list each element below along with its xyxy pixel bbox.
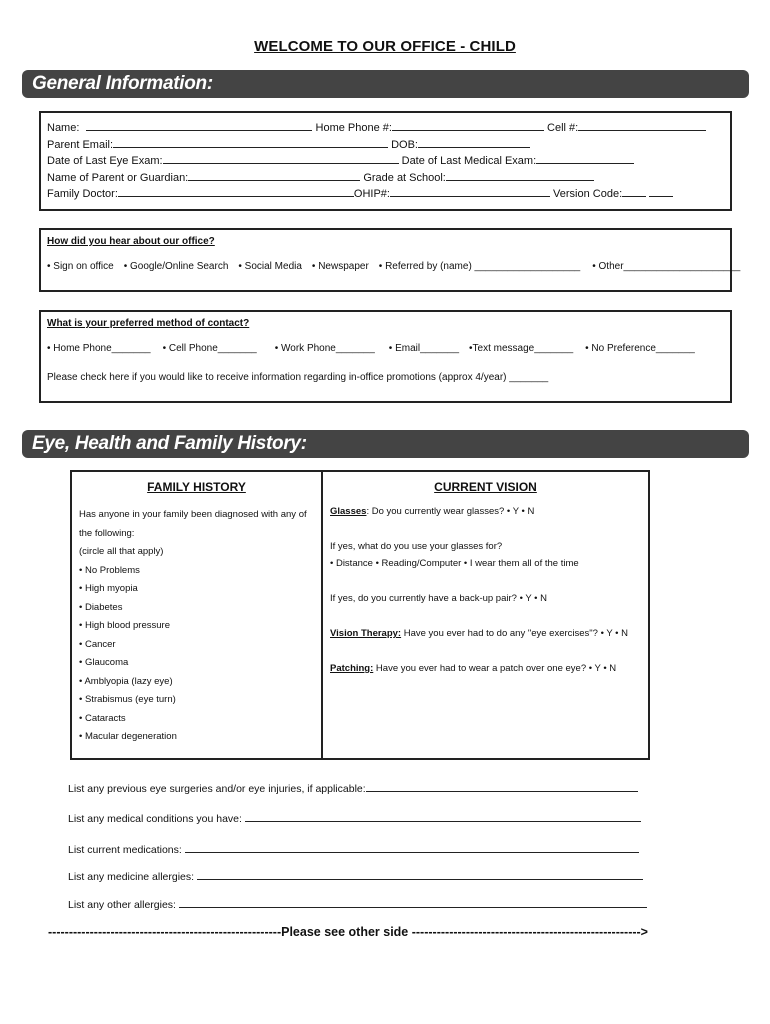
parent-guardian-label: Name of Parent or Guardian:	[47, 171, 189, 184]
condition-item[interactable]: • Cancer	[79, 638, 116, 650]
family-conditions	[79, 562, 314, 747]
backup-pair-question[interactable]: If yes, do you currently have a back-up pair? • Y • N	[330, 593, 547, 604]
glasses-question	[330, 506, 641, 517]
version-code-label: Version Code:	[553, 188, 623, 200]
contact-options	[47, 343, 724, 354]
contact-question: What is your preferred method of contact?	[47, 318, 250, 329]
condition-item[interactable]: • Glaucoma	[79, 657, 129, 668]
condition-item[interactable]: • High myopia	[79, 583, 138, 594]
surgeries-label: List any previous eye surgeries and/or eye injuries, if applicable:	[68, 783, 366, 795]
hear-option-google[interactable]: • Google/Online Search	[123, 261, 229, 272]
surgeries-question	[68, 781, 638, 795]
medicine-allergies-field[interactable]	[197, 869, 643, 880]
contact-option-none[interactable]: • No Preference_______	[585, 343, 695, 354]
dob-label: DOB:	[391, 138, 418, 151]
hear-about-options	[47, 261, 741, 272]
parent-email-label: Parent Email:	[47, 138, 114, 151]
medicine-allergies-label: List any medicine allergies:	[68, 871, 195, 883]
hear-option-other[interactable]: • Other_____________________	[592, 261, 741, 272]
condition-item[interactable]: • Macular degeneration	[79, 731, 177, 742]
glasses-question-text[interactable]: : Do you currently wear glasses? • Y • N	[366, 506, 535, 517]
general-info-heading: General Information:	[22, 70, 749, 98]
page-title: WELCOME TO OUR OFFICE - CHILD	[254, 38, 516, 55]
family-note: (circle all that apply)	[79, 546, 164, 557]
vision-therapy-question	[330, 628, 641, 639]
hear-about-question: How did you hear about our office?	[47, 236, 215, 247]
hear-option-social[interactable]: • Social Media	[238, 261, 302, 272]
grade-label: Grade at School:	[363, 171, 446, 184]
name-field[interactable]	[86, 120, 312, 131]
dob-field[interactable]	[418, 137, 530, 148]
glasses-use-options[interactable]: • Distance • Reading/Computer • I wear them all of the time	[330, 558, 579, 569]
glasses-use-question: If yes, what do you use your glasses for?	[330, 541, 503, 552]
condition-item[interactable]: • Diabetes	[79, 601, 123, 613]
glasses-label: Glasses	[330, 506, 367, 517]
hear-option-sign[interactable]: • Sign on office	[47, 261, 114, 272]
contact-option-email[interactable]: • Email_______	[388, 343, 460, 354]
last-medical-exam-field[interactable]	[536, 153, 634, 164]
surgeries-field[interactable]	[366, 781, 638, 792]
condition-item[interactable]: • High blood pressure	[79, 620, 170, 631]
conditions-field[interactable]	[245, 811, 641, 822]
condition-item[interactable]: • Amblyopia (lazy eye)	[79, 675, 173, 687]
cell-field[interactable]	[578, 120, 706, 131]
parent-email-field[interactable]	[113, 137, 388, 148]
patching-text[interactable]: Have you ever had to wear a patch over one eye? • Y • N	[373, 663, 617, 674]
patching-question	[330, 663, 641, 674]
history-heading: Eye, Health and Family History:	[22, 430, 749, 458]
version-code-field[interactable]	[622, 186, 646, 197]
condition-item[interactable]: • No Problems	[79, 564, 140, 576]
ohip-field[interactable]	[390, 186, 550, 197]
other-allergies-label: List any other allergies:	[68, 899, 176, 911]
family-doctor-label: Family Doctor:	[47, 188, 118, 200]
see-other-side-footer: --------------------------------------------------------Please see other side ------------------------------------------------------->	[48, 925, 648, 939]
other-allergies-field[interactable]	[179, 897, 647, 908]
conditions-label: List any medical conditions you have:	[68, 813, 242, 825]
medications-field[interactable]	[185, 842, 639, 853]
family-history-column	[72, 472, 323, 758]
last-eye-exam-field[interactable]	[163, 153, 399, 164]
condition-item[interactable]: • Strabismus (eye turn)	[79, 694, 176, 705]
medications-label: List current medications:	[68, 844, 182, 856]
grade-field[interactable]	[446, 170, 594, 181]
contact-option-cell[interactable]: • Cell Phone_______	[162, 343, 257, 354]
medications-question	[68, 842, 639, 856]
last-medical-exam-label: Date of Last Medical Exam:	[401, 155, 537, 167]
other-allergies-question	[68, 897, 647, 911]
conditions-question	[68, 811, 641, 825]
ohip-label: OHIP#:	[353, 188, 390, 200]
family-question: Has anyone in your family been diagnosed with any of the following:	[79, 509, 307, 539]
family-history-title: FAMILY HISTORY	[147, 480, 246, 494]
medicine-allergies-question	[68, 869, 643, 883]
history-table	[70, 470, 650, 760]
patching-label: Patching:	[330, 663, 374, 674]
current-vision-column	[323, 472, 648, 758]
contact-option-home[interactable]: • Home Phone_______	[47, 343, 151, 354]
hear-option-referred[interactable]: • Referred by (name) ___________________	[378, 261, 581, 272]
vision-therapy-text[interactable]: Have you ever had to do any "eye exercises"? • Y • N	[401, 628, 629, 639]
family-doctor-field[interactable]	[118, 186, 354, 197]
condition-item[interactable]: • Cataracts	[79, 712, 126, 724]
version-code-field-2[interactable]	[649, 186, 673, 197]
cell-label: Cell #:	[547, 122, 579, 134]
hear-option-newspaper[interactable]: • Newspaper	[311, 261, 369, 272]
home-phone-field[interactable]	[392, 120, 544, 131]
contact-box	[39, 310, 732, 403]
general-info-box	[39, 111, 732, 211]
hear-about-box	[39, 228, 741, 292]
contact-option-text[interactable]: •Text message_______	[469, 343, 574, 354]
vision-therapy-label: Vision Therapy:	[330, 628, 402, 639]
last-eye-exam-label: Date of Last Eye Exam:	[47, 155, 163, 167]
promo-checkbox-text[interactable]: Please check here if you would like to receive information regarding in-office promotions (approx 4/year) _______	[47, 372, 549, 383]
current-vision-title: CURRENT VISION	[434, 480, 537, 494]
contact-option-work[interactable]: • Work Phone_______	[274, 343, 375, 354]
home-phone-label: Home Phone #:	[315, 122, 392, 134]
name-label: Name:	[47, 122, 80, 134]
parent-guardian-field[interactable]	[188, 170, 360, 181]
